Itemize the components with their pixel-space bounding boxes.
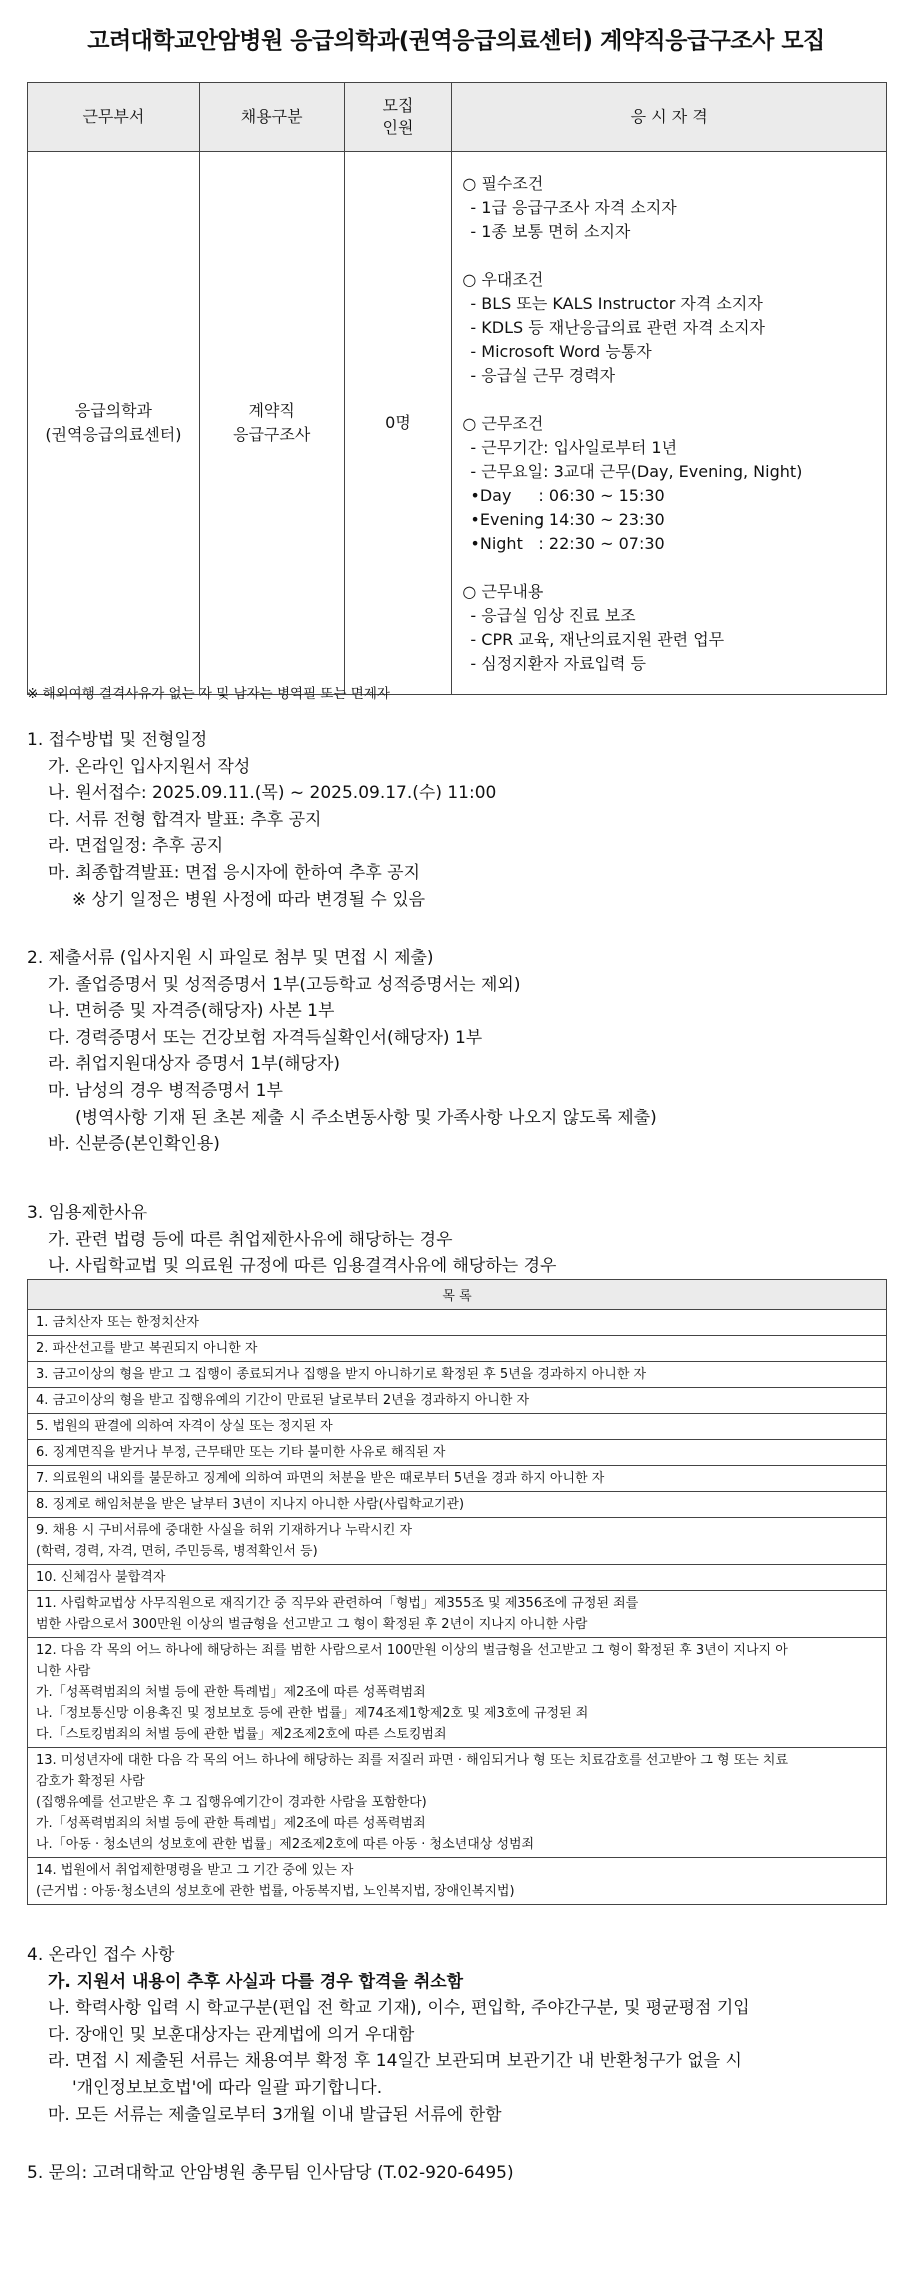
preferred-item: - KDLS 등 재난응급의료 관련 자격 소지자 [470,318,765,337]
shift-label: •Evening [470,510,545,529]
restriction-item [28,1362,887,1388]
preferred-item: - Microsoft Word 능통자 [470,342,652,361]
section-item: 마. 최종합격발표: 면접 응시자에 한하여 추후 공지 [48,862,420,883]
restriction-item [28,1591,887,1638]
section-item: 나. 학력사항 입력 시 학교구분(편입 전 학교 기재), 이수, 편입학, 주야간구분, 및 평균평점 기입 [48,1998,750,2019]
section-heading: 2. 제출서류 (입사지원 시 파일로 첨부 및 면접 시 제출) [27,948,434,968]
section-item-emphasis: 가. 지원서 내용이 추후 사실과 다를 경우 합격을 취소함 [48,1971,464,1992]
restriction-line: 6. 징계면직을 받거나 부정, 근무태만 또는 기타 불미한 사유로 해직된 자 [36,1445,446,1460]
restriction-item [28,1748,887,1858]
header-qualifications: 응 시 자 격 [452,83,887,152]
section-contact [27,2160,514,2187]
restriction-item [28,1492,887,1518]
restriction-line: 감호가 확정된 사람 [36,1774,145,1789]
header-type: 채용구분 [199,83,344,152]
restriction-item [28,1310,887,1336]
shift-row [462,484,886,508]
restriction-line: 나.「정보통신망 이용촉진 및 정보보호 등에 관한 법률」제74조제1항제2호 및 제3호에 규정된 죄 [36,1706,589,1721]
header-department: 근무부서 [28,83,200,152]
table-row [28,1518,887,1565]
restriction-line: 1. 금치산자 또는 한정치산자 [36,1315,199,1330]
recruitment-table [27,82,887,695]
page-title: 고려대학교안암병원 응급의학과(권역응급의료센터) 계약직응급구조사 모집 [87,28,825,54]
shift-row [462,508,886,532]
duties-heading: ○ 근무내용 [462,582,544,601]
section-online [27,1942,750,2128]
table-row [28,1638,887,1748]
restriction-line: 3. 금고이상의 형을 받고 그 집행이 종료되거나 집행을 받지 아니하기로 확정된 후 5년을 경과하지 아니한 자 [36,1367,647,1382]
restriction-line: 다.「스토킹범죄의 처벌 등에 관한 법률」제2조제2호에 따른 스토킹범죄 [36,1727,447,1742]
table-row [28,1858,887,1905]
restriction-list-body [28,1310,887,1905]
department-line: (권역응급의료센터) [45,425,182,444]
table-header-row [28,83,887,152]
conditions-item: - 근무기간: 입사일로부터 1년 [470,438,678,457]
restriction-item [28,1638,887,1748]
table-row [28,1591,887,1638]
required-item: - 1종 보통 면허 소지자 [470,222,631,241]
count-cell: 0명 [344,152,452,695]
restriction-item [28,1466,887,1492]
section-item: 다. 장애인 및 보훈대상자는 관계법에 의거 우대함 [48,2024,415,2045]
restriction-item [28,1518,887,1565]
required-heading: ○ 필수조건 [462,174,544,193]
restriction-line: 10. 신체검사 불합격자 [36,1570,166,1585]
header-count: 모집 인원 [344,83,452,152]
preferred-heading: ○ 우대조건 [462,270,544,289]
table-row [28,1414,887,1440]
department-line: 응급의학과 [74,401,153,420]
restriction-line: 7. 의료원의 내외를 불문하고 징계에 의하여 파면의 처분을 받은 때로부터 5년을 경과 하지 아니한 자 [36,1471,605,1486]
table-row [28,1748,887,1858]
section-heading: 4. 온라인 접수 사항 [27,1945,175,1965]
section-sub-item: (병역사항 기재 된 초본 제출 시 주소변동사항 및 가족사항 나오지 않도록 제출) [75,1107,657,1128]
conditions-heading: ○ 근무조건 [462,414,544,433]
section-item: 가. 온라인 입사지원서 작성 [48,756,251,777]
restriction-line: 2. 파산선고를 받고 복권되지 아니한 자 [36,1341,258,1356]
table-row [28,1565,887,1591]
section-heading: 3. 임용제한사유 [27,1203,148,1223]
restriction-line: 13. 미성년자에 대한 다음 각 목의 어느 하나에 해당하는 죄를 저질러 파면 · 해임되거나 형 또는 치료감호를 선고받아 그 형 또는 치료 [36,1753,789,1768]
section-item: 다. 경력증명서 또는 건강보험 자격득실확인서(해당자) 1부 [48,1027,483,1048]
restriction-line: 가.「성폭력범죄의 처벌 등에 관한 특례법」제2조에 따른 성폭력범죄 [36,1816,426,1831]
restriction-item [28,1440,887,1466]
section-item: 라. 면접 시 제출된 서류는 채용여부 확정 후 14일간 보관되며 보관기간 내 반환청구가 없을 시 [48,2051,742,2072]
schedule-note: ※ 상기 일정은 병원 사정에 따라 변경될 수 있음 [72,889,426,910]
restriction-line: (학력, 경력, 자격, 면허, 주민등록, 병적확인서 등) [36,1544,318,1559]
restriction-item [28,1336,887,1362]
conditions-item: - 근무요일: 3교대 근무(Day, Evening, Night) [470,462,803,481]
section-documents [27,945,657,1158]
shift-label: •Day [470,486,512,505]
type-line: 응급구조사 [233,425,311,444]
restriction-line: 범한 사람으로서 300만원 이상의 벌금형을 선고받고 그 형이 확정된 후 2년이 지나지 아니한 사람 [36,1617,588,1632]
duties-item: - 심정지환자 자료입력 등 [470,654,647,673]
table-row [28,1310,887,1336]
restriction-line: 9. 채용 시 구비서류에 중대한 사실을 허위 기재하거나 누락시킨 자 [36,1523,413,1538]
shift-label: •Night [470,534,523,553]
section-item: 라. 취업지원대상자 증명서 1부(해당자) [48,1054,341,1075]
section-item: 마. 남성의 경우 병적증명서 1부 [48,1080,283,1101]
restriction-item [28,1565,887,1591]
preferred-item: - 응급실 근무 경력자 [470,366,616,385]
qualifications-cell [452,152,887,695]
eligibility-note: ※ 해외여행 결격사유가 없는 자 및 남자는 병역필 또는 면제자 [27,686,390,702]
section-item: 가. 관련 법령 등에 따른 취업제한사유에 해당하는 경우 [48,1229,453,1250]
table-row [28,1362,887,1388]
section-restrictions [27,1200,556,1280]
shift-time: : 06:30 ~ 15:30 [538,486,665,505]
contact-info: 5. 문의: 고려대학교 안암병원 총무팀 인사담당 (T.02-920-6495) [27,2163,514,2183]
required-item: - 1급 응급구조사 자격 소지자 [470,198,677,217]
section-item: 가. 졸업증명서 및 성적증명서 1부(고등학교 성적증명서는 제외) [48,974,521,995]
section-application [27,727,496,913]
type-line: 계약직 [248,401,295,420]
restriction-line: 나.「아동 · 청소년의 성보호에 관한 법률」제2조제2호에 따른 아동 · 청소년대상 성범죄 [36,1837,535,1852]
table-row [28,1466,887,1492]
restriction-line: (집행유예를 선고받은 후 그 집행유예기간이 경과한 사람을 포함한다) [36,1795,427,1810]
section-item: 마. 모든 서류는 제출일로부터 3개월 이내 발급된 서류에 한함 [48,2104,502,2125]
restriction-line: 14. 법원에서 취업제한명령을 받고 그 기간 중에 있는 자 [36,1863,354,1878]
restriction-line: 8. 징계로 해임처분을 받은 날부터 3년이 지나지 아니한 사람(사립학교기관) [36,1497,465,1512]
department-cell [28,152,200,695]
restriction-item [28,1858,887,1905]
shift-time: : 14:30 ~ 23:30 [538,510,665,529]
restriction-line: 12. 다음 각 목의 어느 하나에 해당하는 죄를 범한 사람으로서 100만원 이상의 벌금형을 선고받고 그 형이 확정된 후 3년이 지나지 아 [36,1643,788,1658]
table-row [28,152,887,695]
table-row [28,1492,887,1518]
duties-item: - CPR 교육, 재난의료지원 관련 업무 [470,630,725,649]
restriction-line: 5. 법원의 판결에 의하여 자격이 상실 또는 정지된 자 [36,1419,333,1434]
section-item: 다. 서류 전형 합격자 발표: 추후 공지 [48,809,322,830]
restriction-line: 니한 사람 [36,1664,91,1679]
shift-row [462,532,886,556]
section-item: 바. 신분증(본인확인용) [48,1134,220,1155]
restriction-line: (근거법 : 아동·청소년의 성보호에 관한 법률, 아동복지법, 노인복지법, 장애인복지법) [36,1884,515,1899]
section-item: 라. 면접일정: 추후 공지 [48,836,224,857]
restriction-item [28,1414,887,1440]
list-header: 목 록 [28,1280,887,1310]
restriction-line: 11. 사립학교법상 사무직원으로 재직기간 중 직무와 관련하여「형법」제355조 및 제356조에 규정된 죄를 [36,1596,639,1611]
table-row [28,1336,887,1362]
section-item: 나. 원서접수: 2025.09.11.(목) ~ 2025.09.17.(수) 11:00 [48,783,497,804]
section-item: 나. 면허증 및 자격증(해당자) 사본 1부 [48,1001,335,1022]
section-heading: 1. 접수방법 및 전형일정 [27,730,208,750]
table-row [28,1388,887,1414]
restriction-line: 가.「성폭력범죄의 처벌 등에 관한 특례법」제2조에 따른 성폭력범죄 [36,1685,426,1700]
section-item: 나. 사립학교법 및 의료원 규정에 따른 임용결격사유에 해당하는 경우 [48,1256,557,1277]
preferred-item: - BLS 또는 KALS Instructor 자격 소지자 [470,294,763,313]
shift-time: : 22:30 ~ 07:30 [538,534,665,553]
section-sub-item: '개인정보보호법'에 따라 일괄 파기합니다. [72,2077,383,2098]
restriction-list-table [27,1279,887,1905]
restriction-item [28,1388,887,1414]
duties-item: - 응급실 임상 진료 보조 [470,606,636,625]
table-row [28,1440,887,1466]
type-cell [199,152,344,695]
restriction-line: 4. 금고이상의 형을 받고 집행유예의 기간이 만료된 날로부터 2년을 경과하지 아니한 자 [36,1393,530,1408]
